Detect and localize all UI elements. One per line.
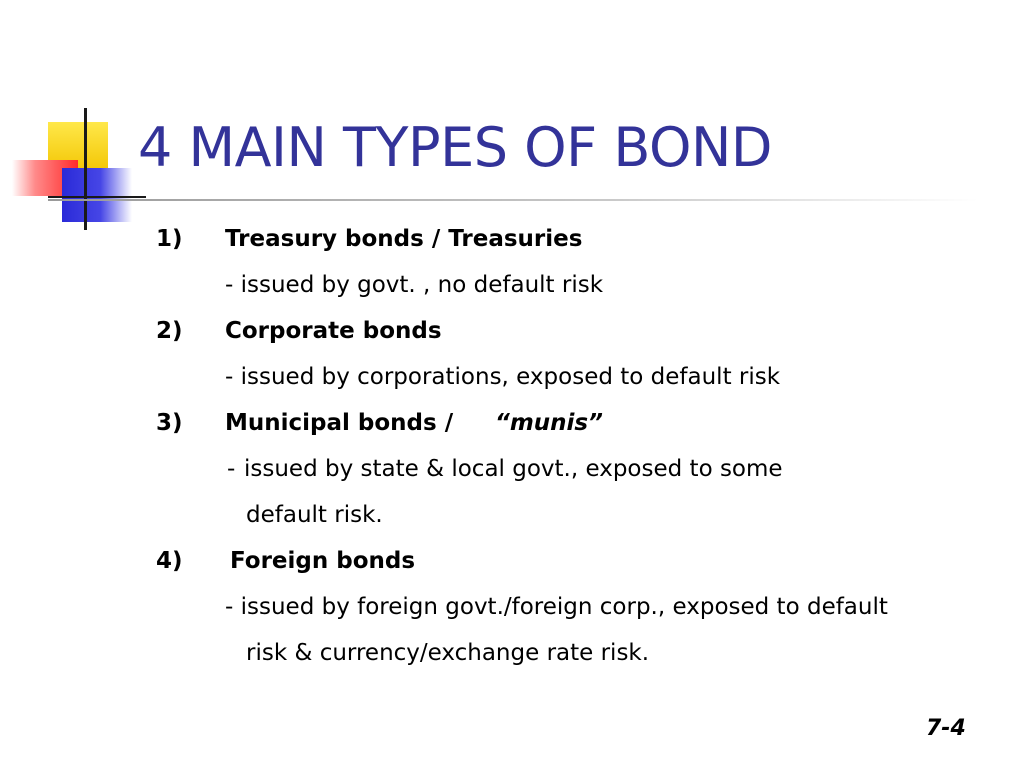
item-description: risk & currency/exchange rate risk. — [246, 640, 650, 666]
logo-horizontal-line — [48, 196, 146, 198]
item-heading: Treasury bonds / Treasuries — [225, 226, 583, 252]
item-heading: Corporate bonds — [225, 318, 442, 344]
item-number: 4) — [156, 548, 183, 574]
item-description: - issued by foreign govt./foreign corp., exposed to default — [225, 594, 888, 620]
item-heading: Municipal bonds / — [225, 410, 454, 436]
item-heading: Foreign bonds — [230, 548, 416, 574]
item-number: 3) — [156, 410, 183, 436]
item-description: - issued by corporations, exposed to default risk — [225, 364, 781, 390]
logo-blue-square — [62, 168, 132, 222]
item-description-dash: - — [227, 456, 236, 482]
title-underline — [48, 199, 978, 201]
logo-vertical-line — [84, 108, 87, 230]
item-heading-italic: “munis” — [495, 410, 603, 436]
slide-logo — [0, 0, 160, 240]
item-description: default risk. — [246, 502, 383, 528]
item-description: issued by state & local govt., exposed to some — [244, 456, 783, 482]
item-number: 1) — [156, 226, 183, 252]
item-description: - issued by govt. , no default risk — [225, 272, 604, 298]
item-number: 2) — [156, 318, 183, 344]
page-number: 7-4 — [926, 716, 966, 741]
slide-title: 4 MAIN TYPES OF BOND — [138, 116, 772, 179]
